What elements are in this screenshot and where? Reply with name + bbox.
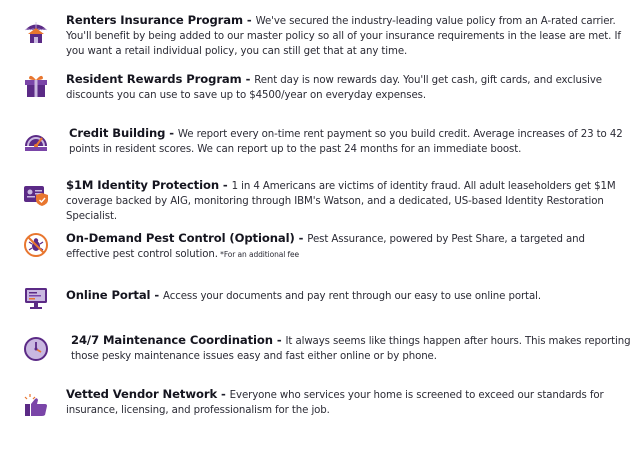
computer-monitor-icon bbox=[22, 284, 50, 312]
item-title: Online Portal bbox=[66, 288, 151, 302]
umbrella-house-icon bbox=[22, 18, 50, 46]
title-separator: - bbox=[243, 13, 256, 27]
gift-icon bbox=[22, 72, 50, 100]
item-description: 1 in 4 Americans are victims of identity fraud. All adult leaseholders get $1M coverage backed by AIG, monitoring through IBM's Watson, and a dedicated, US-based Identity Restoration Specialist. bbox=[66, 181, 616, 222]
item-description: Pest Assurance, powered by Pest Share, a targeted and effective pest control solution. bbox=[66, 234, 585, 260]
thumbs-up-icon bbox=[22, 391, 50, 419]
item-description: Rent day is now rewards day. You'll get cash, gift cards, and exclusive discounts you can use to save up to $4500/year on everyday expenses. bbox=[66, 75, 602, 101]
item-title: Credit Building bbox=[69, 126, 166, 140]
id-shield-icon bbox=[22, 180, 50, 208]
item-title: On-Demand Pest Control (Optional) bbox=[66, 231, 295, 245]
item-title: 24/7 Maintenance Coordination bbox=[71, 333, 273, 347]
clock-icon bbox=[22, 335, 50, 363]
item-title: $1M Identity Protection bbox=[66, 178, 219, 192]
title-separator: - bbox=[150, 288, 164, 302]
title-separator: - bbox=[272, 333, 286, 347]
item-description: It always seems like things happen after hours. This makes reporting those pesky maintenance issues easy and fast either online or by phone. bbox=[71, 336, 631, 362]
pest-icon bbox=[22, 231, 50, 259]
gauge-icon bbox=[22, 126, 50, 154]
title-separator: - bbox=[294, 231, 308, 245]
item-description: Everyone who services your home is screened to exceed our standards for insurance, licensing, and professionalism for the job. bbox=[66, 390, 604, 416]
item-title: Vetted Vendor Network bbox=[66, 387, 218, 401]
item-title: Resident Rewards Program bbox=[66, 72, 242, 86]
item-description: We report every on-time rent payment so you build credit. Average increases of 23 to 42 points in resident scores. We can report up to the past 24 months for an immediate boost. bbox=[69, 129, 623, 155]
item-title: Renters Insurance Program bbox=[66, 13, 243, 27]
additional-fee-note: *For an additional fee bbox=[217, 250, 300, 259]
item-description: Access your documents and pay rent through our easy to use online portal. bbox=[163, 291, 541, 302]
title-separator: - bbox=[217, 387, 230, 401]
title-separator: - bbox=[218, 178, 232, 192]
title-separator: - bbox=[241, 72, 255, 86]
item-description: We've secured the industry-leading value policy from an A-rated carrier. You'll benefit by being added to our master policy so all of your insurance requirements in the lease are met. If you want a retail individual policy, you can still get that at any time. bbox=[66, 16, 621, 57]
title-separator: - bbox=[165, 126, 178, 140]
